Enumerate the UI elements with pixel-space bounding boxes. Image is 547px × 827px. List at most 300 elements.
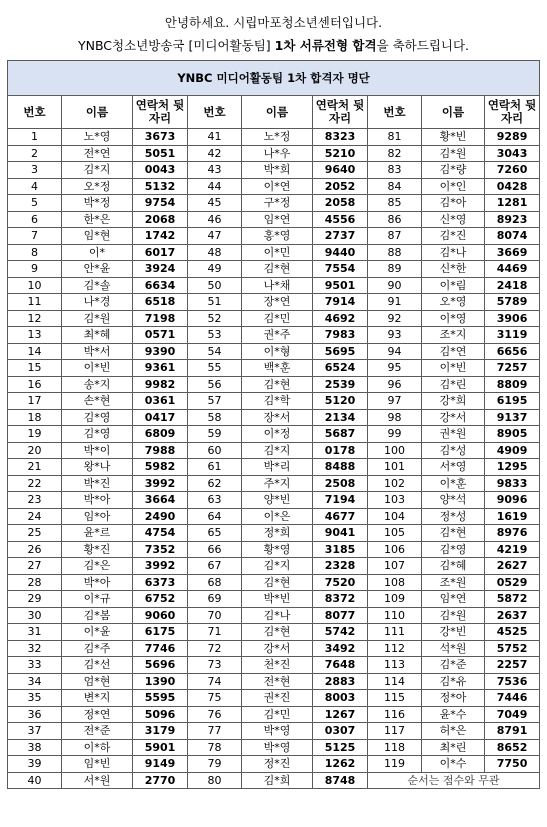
- entry-number: 107: [368, 558, 422, 575]
- entry-contact: 3992: [133, 558, 188, 575]
- entry-name: 박*아: [62, 574, 133, 591]
- entry-number: 117: [368, 723, 422, 740]
- entry-contact: 7983: [313, 327, 368, 344]
- entry-number: 58: [188, 409, 242, 426]
- entry-name: 이*윤: [62, 624, 133, 641]
- entry-contact: 9390: [133, 343, 188, 360]
- entry-contact: 7352: [133, 541, 188, 558]
- entry-number: 46: [188, 211, 242, 228]
- entry-contact: 8905: [485, 426, 540, 443]
- entry-contact: 5210: [313, 145, 368, 162]
- entry-contact: 2052: [313, 178, 368, 195]
- entry-number: 84: [368, 178, 422, 195]
- entry-name: 양*석: [422, 492, 485, 509]
- entry-name: 김*민: [242, 706, 313, 723]
- entry-number: 2: [8, 145, 62, 162]
- entry-name: 구*정: [242, 195, 313, 212]
- entry-contact: 8976: [485, 525, 540, 542]
- entry-contact: 9289: [485, 129, 540, 146]
- entry-contact: 5132: [133, 178, 188, 195]
- entry-number: 14: [8, 343, 62, 360]
- entry-contact: 3906: [485, 310, 540, 327]
- entry-name: 나*경: [62, 294, 133, 311]
- entry-contact: 4754: [133, 525, 188, 542]
- entry-name: 김*영: [422, 541, 485, 558]
- entry-contact: 8923: [485, 211, 540, 228]
- entry-number: 52: [188, 310, 242, 327]
- header-name: 이름: [422, 96, 485, 129]
- entry-number: 27: [8, 558, 62, 575]
- entry-contact: 4556: [313, 211, 368, 228]
- entry-contact: 5695: [313, 343, 368, 360]
- entry-name: 강*빈: [422, 624, 485, 641]
- entry-contact: 7988: [133, 442, 188, 459]
- entry-name: 이*인: [422, 178, 485, 195]
- table-row: [8, 475, 540, 492]
- entry-contact: 8323: [313, 129, 368, 146]
- entry-name: 최*혜: [62, 327, 133, 344]
- entry-number: 75: [188, 690, 242, 707]
- entry-name: 김*선: [62, 657, 133, 674]
- entry-number: 101: [368, 459, 422, 476]
- entry-name: 박*리: [242, 459, 313, 476]
- entry-contact: 2770: [133, 772, 188, 789]
- entry-contact: 7914: [313, 294, 368, 311]
- entry-name: 김*민: [242, 310, 313, 327]
- entry-name: 김*희: [242, 772, 313, 789]
- entry-name: 양*빈: [242, 492, 313, 509]
- entry-number: 86: [368, 211, 422, 228]
- entry-number: 50: [188, 277, 242, 294]
- table-row: [8, 640, 540, 657]
- entry-number: 83: [368, 162, 422, 179]
- entry-contact: 7260: [485, 162, 540, 179]
- entry-contact: 4469: [485, 261, 540, 278]
- entry-name: 김*현: [242, 376, 313, 393]
- entry-name: 전*연: [62, 145, 133, 162]
- entry-contact: 5051: [133, 145, 188, 162]
- entry-contact: 2508: [313, 475, 368, 492]
- entry-number: 34: [8, 673, 62, 690]
- table-row: [8, 228, 540, 245]
- entry-number: 62: [188, 475, 242, 492]
- entry-number: 111: [368, 624, 422, 641]
- entry-number: 45: [188, 195, 242, 212]
- table-row: [8, 310, 540, 327]
- table-row: [8, 343, 540, 360]
- entry-contact: 1281: [485, 195, 540, 212]
- entry-number: 5: [8, 195, 62, 212]
- entry-number: 44: [188, 178, 242, 195]
- entry-name: 김*나: [422, 244, 485, 261]
- table-row: [8, 195, 540, 212]
- entry-name: 김*연: [422, 343, 485, 360]
- entry-contact: 0178: [313, 442, 368, 459]
- entry-contact: 6656: [485, 343, 540, 360]
- entry-contact: 2883: [313, 673, 368, 690]
- intro-greeting-text: 안녕하세요. 시립마포청소년센터입니다.: [164, 15, 383, 30]
- entry-contact: 4692: [313, 310, 368, 327]
- table-row: [8, 244, 540, 261]
- entry-number: 78: [188, 739, 242, 756]
- entry-number: 38: [8, 739, 62, 756]
- entry-name: 김*아: [422, 195, 485, 212]
- header-name: 이름: [62, 96, 133, 129]
- entry-number: 89: [368, 261, 422, 278]
- header-number: 번호: [188, 96, 242, 129]
- entry-contact: 9440: [313, 244, 368, 261]
- entry-name: 김*혜: [422, 558, 485, 575]
- entry-number: 104: [368, 508, 422, 525]
- entry-contact: 7049: [485, 706, 540, 723]
- entry-contact: 0529: [485, 574, 540, 591]
- header-contact: 연락처 뒷자리: [133, 96, 188, 129]
- table-row: [8, 162, 540, 179]
- table-row: [8, 706, 540, 723]
- entry-contact: 5125: [313, 739, 368, 756]
- entry-name: 정*연: [62, 706, 133, 723]
- entry-name: 김*진: [422, 228, 485, 245]
- entry-name: 박*영: [242, 723, 313, 740]
- entry-contact: 5696: [133, 657, 188, 674]
- entry-contact: 0043: [133, 162, 188, 179]
- entry-contact: 6017: [133, 244, 188, 261]
- entry-number: 59: [188, 426, 242, 443]
- entry-number: 79: [188, 756, 242, 773]
- entry-number: 109: [368, 591, 422, 608]
- entry-contact: 5120: [313, 393, 368, 410]
- entry-contact: 5742: [313, 624, 368, 641]
- entry-contact: 2637: [485, 607, 540, 624]
- entry-contact: 7746: [133, 640, 188, 657]
- entry-contact: 1742: [133, 228, 188, 245]
- entry-name: 권*원: [422, 426, 485, 443]
- entry-name: 서*원: [62, 772, 133, 789]
- entry-number: 73: [188, 657, 242, 674]
- entry-name: 김*원: [62, 310, 133, 327]
- entry-name: 정*희: [242, 525, 313, 542]
- entry-name: 이*은: [242, 508, 313, 525]
- table-row: [8, 294, 540, 311]
- entry-name: 강*서: [422, 409, 485, 426]
- entry-number: 12: [8, 310, 62, 327]
- entry-number: 11: [8, 294, 62, 311]
- entry-number: 39: [8, 756, 62, 773]
- entry-contact: 6175: [133, 624, 188, 641]
- entry-number: 51: [188, 294, 242, 311]
- results-table-container: [7, 60, 539, 789]
- entry-name: 최*린: [422, 739, 485, 756]
- entry-contact: 4909: [485, 442, 540, 459]
- entry-name: 권*진: [242, 690, 313, 707]
- entry-name: 김*현: [242, 574, 313, 591]
- entry-name: 천*진: [242, 657, 313, 674]
- entry-contact: 7257: [485, 360, 540, 377]
- entry-number: 99: [368, 426, 422, 443]
- entry-contact: 1262: [313, 756, 368, 773]
- entry-name: 김*은: [62, 558, 133, 575]
- entry-number: 43: [188, 162, 242, 179]
- table-row: [8, 393, 540, 410]
- entry-contact: 1295: [485, 459, 540, 476]
- entry-contact: 1267: [313, 706, 368, 723]
- entry-contact: 6524: [313, 360, 368, 377]
- entry-name: 엄*현: [62, 673, 133, 690]
- entry-number: 18: [8, 409, 62, 426]
- entry-number: 112: [368, 640, 422, 657]
- entry-number: 55: [188, 360, 242, 377]
- entry-contact: 2539: [313, 376, 368, 393]
- entry-number: 16: [8, 376, 62, 393]
- entry-number: 33: [8, 657, 62, 674]
- header-contact: 연락처 뒷자리: [313, 96, 368, 129]
- entry-name: 김*지: [242, 558, 313, 575]
- entry-contact: 6373: [133, 574, 188, 591]
- table-row: [8, 673, 540, 690]
- entry-contact: 7554: [313, 261, 368, 278]
- entry-number: 67: [188, 558, 242, 575]
- entry-name: 황*진: [62, 541, 133, 558]
- entry-name: 권*주: [242, 327, 313, 344]
- entry-contact: 9149: [133, 756, 188, 773]
- entry-contact: 8809: [485, 376, 540, 393]
- entry-contact: 8077: [313, 607, 368, 624]
- table-header-row: [8, 96, 540, 129]
- entry-number: 63: [188, 492, 242, 509]
- entry-contact: 8488: [313, 459, 368, 476]
- entry-contact: 2257: [485, 657, 540, 674]
- entry-name: 김*성: [422, 442, 485, 459]
- entry-name: 이*연: [242, 178, 313, 195]
- table-row: [8, 178, 540, 195]
- entry-number: 31: [8, 624, 62, 641]
- entry-name: 김*봄: [62, 607, 133, 624]
- entry-number: 76: [188, 706, 242, 723]
- entry-contact: 3179: [133, 723, 188, 740]
- table-row: [8, 756, 540, 773]
- entry-contact: 3492: [313, 640, 368, 657]
- entry-number: 66: [188, 541, 242, 558]
- entry-number: 15: [8, 360, 62, 377]
- order-note: 순서는 점수와 무관: [368, 772, 540, 789]
- entry-number: 102: [368, 475, 422, 492]
- entry-number: 56: [188, 376, 242, 393]
- entry-contact: 5096: [133, 706, 188, 723]
- entry-contact: 2418: [485, 277, 540, 294]
- entry-number: 98: [368, 409, 422, 426]
- entry-name: 김*현: [242, 624, 313, 641]
- entry-number: 54: [188, 343, 242, 360]
- table-row: [8, 492, 540, 509]
- entry-name: 김*현: [242, 261, 313, 278]
- entry-number: 19: [8, 426, 62, 443]
- entry-name: 이*림: [422, 277, 485, 294]
- entry-contact: 6195: [485, 393, 540, 410]
- entry-name: 김*현: [422, 525, 485, 542]
- entry-name: 이*: [62, 244, 133, 261]
- entry-number: 87: [368, 228, 422, 245]
- entry-number: 26: [8, 541, 62, 558]
- entry-contact: 6634: [133, 277, 188, 294]
- entry-contact: 9501: [313, 277, 368, 294]
- entry-number: 103: [368, 492, 422, 509]
- entry-name: 이*빈: [422, 360, 485, 377]
- header-number: 번호: [368, 96, 422, 129]
- entry-number: 53: [188, 327, 242, 344]
- entry-name: 박*이: [62, 442, 133, 459]
- entry-contact: 8003: [313, 690, 368, 707]
- entry-name: 윤*르: [62, 525, 133, 542]
- table-row: [8, 277, 540, 294]
- entry-number: 93: [368, 327, 422, 344]
- table-row: [8, 690, 540, 707]
- entry-name: 변*지: [62, 690, 133, 707]
- entry-contact: 9060: [133, 607, 188, 624]
- entry-name: 박*희: [242, 162, 313, 179]
- intro-suffix-text: 을 축하드립니다.: [376, 38, 470, 53]
- entry-number: 21: [8, 459, 62, 476]
- entry-contact: 5687: [313, 426, 368, 443]
- table-row: [8, 558, 540, 575]
- table-title: YNBC 미디어활동팀 1차 합격자 명단: [8, 61, 540, 96]
- entry-contact: 3924: [133, 261, 188, 278]
- entry-name: 왕*나: [62, 459, 133, 476]
- entry-name: 나*채: [242, 277, 313, 294]
- entry-number: 36: [8, 706, 62, 723]
- entry-number: 30: [8, 607, 62, 624]
- entry-contact: 5901: [133, 739, 188, 756]
- entry-name: 주*지: [242, 475, 313, 492]
- entry-number: 95: [368, 360, 422, 377]
- entry-contact: 3673: [133, 129, 188, 146]
- intro-line-congratulation: [0, 36, 547, 54]
- entry-contact: 3664: [133, 492, 188, 509]
- table-row: [8, 261, 540, 278]
- entry-name: 강*희: [422, 393, 485, 410]
- entry-name: 김*학: [242, 393, 313, 410]
- entry-number: 32: [8, 640, 62, 657]
- table-row: [8, 591, 540, 608]
- entry-number: 1: [8, 129, 62, 146]
- entry-name: 노*영: [62, 129, 133, 146]
- entry-name: 박*서: [62, 343, 133, 360]
- entry-name: 신*한: [422, 261, 485, 278]
- entry-name: 백*훈: [242, 360, 313, 377]
- entry-contact: 6752: [133, 591, 188, 608]
- entry-number: 13: [8, 327, 62, 344]
- table-row: [8, 129, 540, 146]
- entry-contact: 3119: [485, 327, 540, 344]
- entry-contact: 0417: [133, 409, 188, 426]
- entry-number: 106: [368, 541, 422, 558]
- table-row: [8, 145, 540, 162]
- entry-number: 90: [368, 277, 422, 294]
- entry-contact: 3043: [485, 145, 540, 162]
- entry-name: 정*아: [422, 690, 485, 707]
- entry-name: 노*정: [242, 129, 313, 146]
- entry-contact: 6809: [133, 426, 188, 443]
- intro-prefix-text: YNBC청소년방송국 [미디어활동팀]: [77, 38, 275, 53]
- entry-name: 이*정: [242, 426, 313, 443]
- entry-name: 오*정: [62, 178, 133, 195]
- entry-name: 김*량: [422, 162, 485, 179]
- entry-contact: 9041: [313, 525, 368, 542]
- entry-name: 나*우: [242, 145, 313, 162]
- entry-name: 손*현: [62, 393, 133, 410]
- entry-contact: 8748: [313, 772, 368, 789]
- entry-number: 82: [368, 145, 422, 162]
- entry-name: 김*원: [422, 607, 485, 624]
- entry-number: 108: [368, 574, 422, 591]
- entry-contact: 9640: [313, 162, 368, 179]
- entry-contact: 2058: [313, 195, 368, 212]
- entry-contact: 8652: [485, 739, 540, 756]
- entry-contact: 2627: [485, 558, 540, 575]
- table-row: [8, 772, 540, 789]
- entry-number: 88: [368, 244, 422, 261]
- entry-name: 박*영: [242, 739, 313, 756]
- entry-contact: 7536: [485, 673, 540, 690]
- entry-name: 임*아: [62, 508, 133, 525]
- entry-contact: 7194: [313, 492, 368, 509]
- entry-contact: 3669: [485, 244, 540, 261]
- entry-contact: 9754: [133, 195, 188, 212]
- entry-contact: 1619: [485, 508, 540, 525]
- entry-number: 115: [368, 690, 422, 707]
- entry-number: 114: [368, 673, 422, 690]
- entry-number: 48: [188, 244, 242, 261]
- table-row: [8, 723, 540, 740]
- entry-name: 박*아: [62, 492, 133, 509]
- entry-contact: 2328: [313, 558, 368, 575]
- entry-contact: 8074: [485, 228, 540, 245]
- entry-number: 81: [368, 129, 422, 146]
- entry-contact: 7198: [133, 310, 188, 327]
- entry-name: 김*지: [62, 162, 133, 179]
- entry-name: 강*서: [242, 640, 313, 657]
- entry-contact: 7750: [485, 756, 540, 773]
- entry-name: 서*영: [422, 459, 485, 476]
- table-row: [8, 574, 540, 591]
- table-row: [8, 327, 540, 344]
- entry-name: 이*규: [62, 591, 133, 608]
- table-row: [8, 657, 540, 674]
- entry-contact: 9982: [133, 376, 188, 393]
- entry-name: 김*영: [62, 426, 133, 443]
- entry-number: 8: [8, 244, 62, 261]
- intro-line-greeting: [0, 13, 547, 31]
- entry-number: 80: [188, 772, 242, 789]
- entry-contact: 2737: [313, 228, 368, 245]
- entry-name: 신*영: [422, 211, 485, 228]
- entry-name: 석*원: [422, 640, 485, 657]
- entry-contact: 7648: [313, 657, 368, 674]
- entry-name: 김*준: [422, 657, 485, 674]
- entry-name: 이*빈: [62, 360, 133, 377]
- entry-number: 118: [368, 739, 422, 756]
- entry-contact: 5789: [485, 294, 540, 311]
- entry-number: 74: [188, 673, 242, 690]
- entry-name: 박*빈: [242, 591, 313, 608]
- entry-number: 72: [188, 640, 242, 657]
- entry-name: 김*지: [242, 442, 313, 459]
- entry-number: 92: [368, 310, 422, 327]
- table-row: [8, 211, 540, 228]
- entry-contact: 0361: [133, 393, 188, 410]
- entry-number: 7: [8, 228, 62, 245]
- entry-number: 116: [368, 706, 422, 723]
- entry-contact: 3992: [133, 475, 188, 492]
